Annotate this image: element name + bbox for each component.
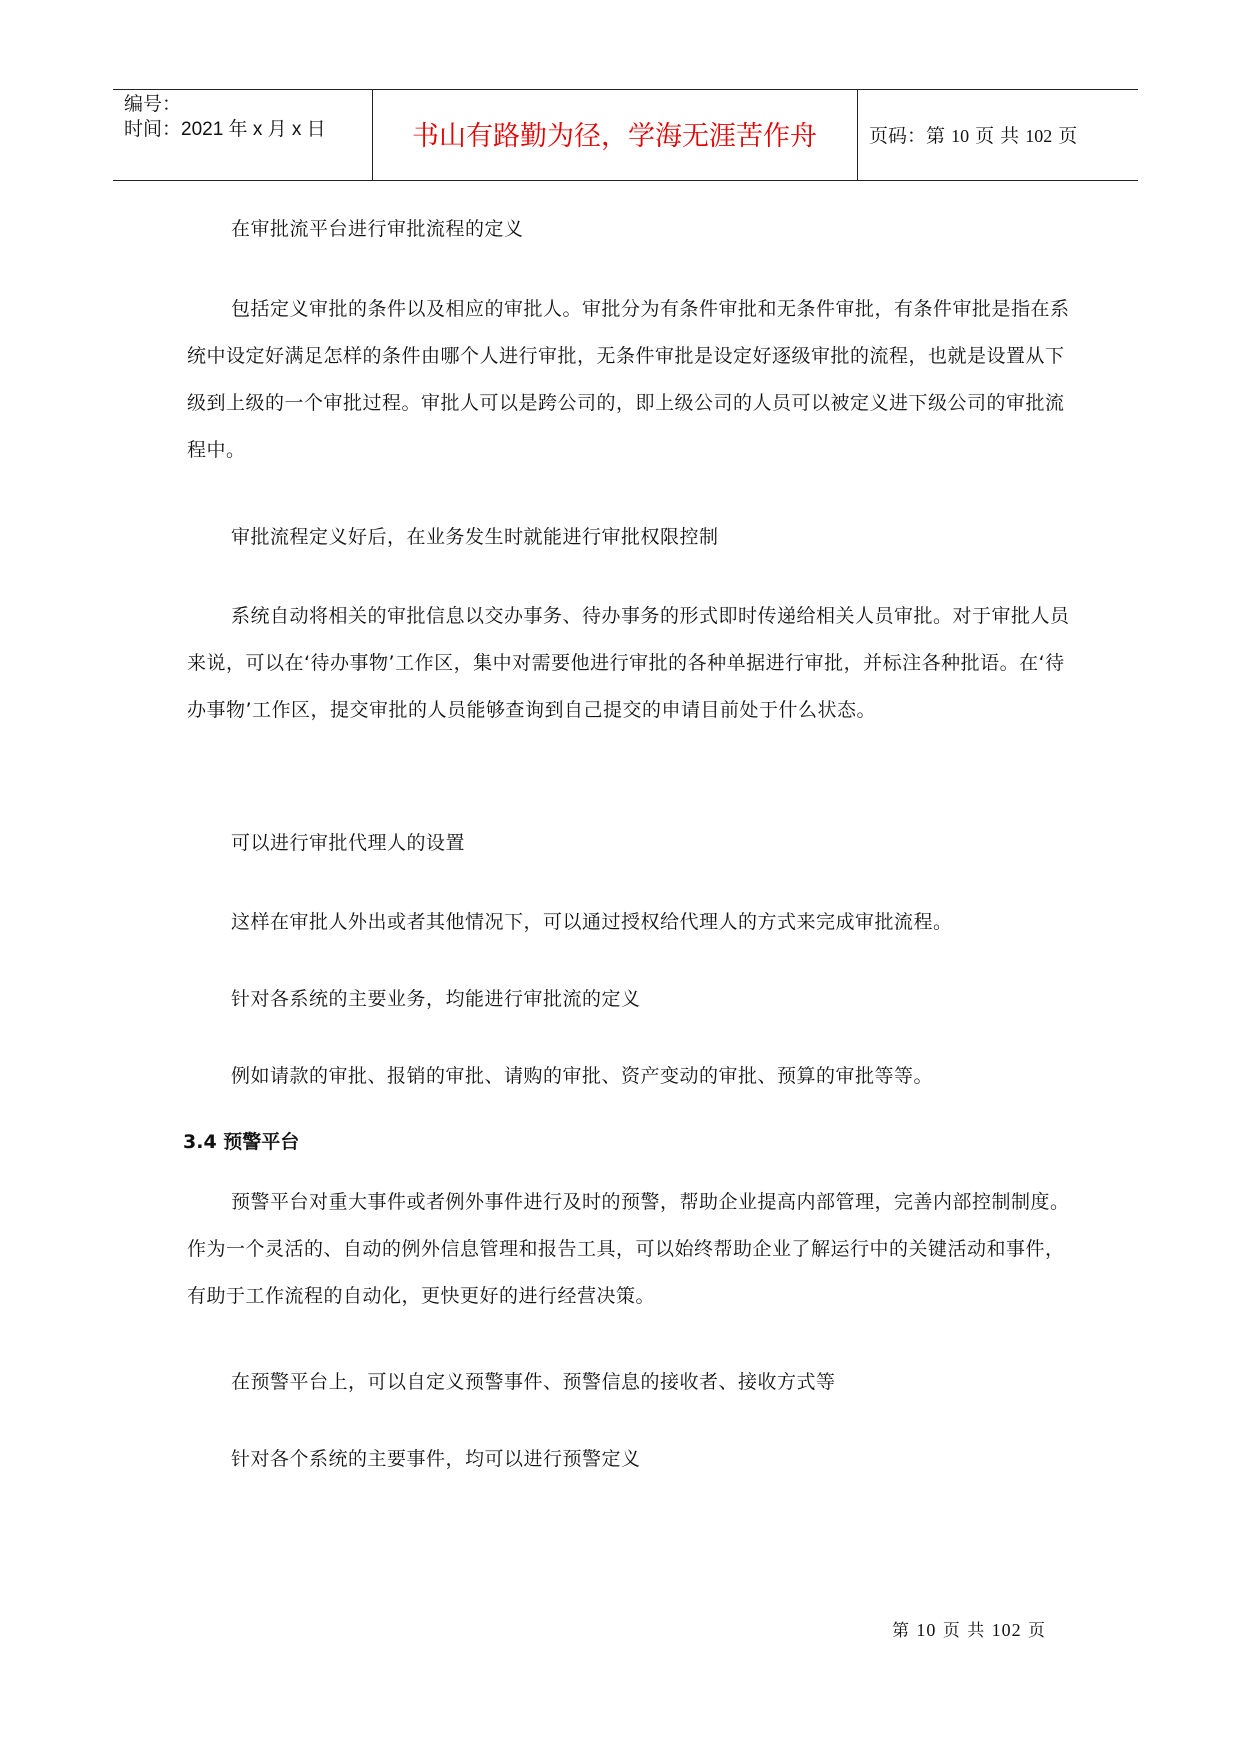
paragraph: 这样在审批人外出或者其他情况下，可以通过授权给代理人的方式来完成审批流程。 (231, 911, 953, 933)
paragraph: 针对各系统的主要业务，均能进行审批流的定义 (231, 988, 641, 1010)
paragraph: 针对各个系统的主要事件，均可以进行预警定义 (231, 1448, 641, 1470)
footer-page-prefix: 第 (892, 1621, 910, 1641)
header-page-current: 10 (951, 126, 970, 146)
paragraph: 在审批流平台进行审批流程的定义 (231, 218, 524, 240)
paragraph: 审批流程定义好后，在业务发生时就能进行审批权限控制 (231, 526, 719, 548)
header-page-mid: 页 共 (975, 125, 1020, 147)
paragraph: 在预警平台上，可以自定义预警事件、预警信息的接收者、接收方式等 (231, 1371, 836, 1393)
header-page-total: 102 (1025, 126, 1053, 146)
footer-page-mid: 页 共 (942, 1621, 986, 1641)
document-date: 时间：2021 年 x 月 x 日 (124, 119, 326, 140)
header-page-prefix: 页码：第 (869, 125, 946, 147)
paragraph: 可以进行审批代理人的设置 (231, 832, 466, 854)
footer-page-total: 102 (991, 1620, 1022, 1640)
footer-page-suffix: 页 (1028, 1621, 1047, 1641)
paragraph: 例如请款的审批、报销的审批、请购的审批、资产变动的审批、预算的审批等等。 (231, 1065, 934, 1087)
footer-page-current: 10 (916, 1620, 937, 1640)
paragraph: 系统自动将相关的审批信息以交办事务、待办事务的形式即时传递给相关人员审批。对于审批人员来说，可以在‘待办事物’工作区，集中对需要他进行审批的各种单据进行审批，并标注各种批语。在‘待办事物’工作区，提交审批的人员能够查询到自己提交的申请目前处于什么状态。 (187, 605, 1070, 721)
paragraph: 预警平台对重大事件或者例外事件进行及时的预警，帮助企业提高内部管理，完善内部控制制度。作为一个灵活的、自动的例外信息管理和报告工具，可以始终帮助企业了解运行中的关键活动和事件，有助于工作流程的自动化，更快更好的进行经营决策。 (187, 1191, 1070, 1307)
page-footer (892, 1619, 1046, 1642)
header-motto: 书山有路勤为径，学海无涯苦作舟 (412, 121, 817, 152)
header-page-suffix: 页 (1058, 125, 1078, 147)
document-code-label: 编号： (124, 94, 182, 115)
section-heading: 3.4 预警平台 (183, 1131, 300, 1153)
paragraph: 包括定义审批的条件以及相应的审批人。审批分为有条件审批和无条件审批，有条件审批是指在系统中设定好满足怎样的条件由哪个人进行审批，无条件审批是设定好逐级审批的流程，也就是设置从下级到上级的一个审批过程。审批人可以是跨公司的，即上级公司的人员可以被定义进下级公司的审批流程中。 (187, 298, 1070, 461)
